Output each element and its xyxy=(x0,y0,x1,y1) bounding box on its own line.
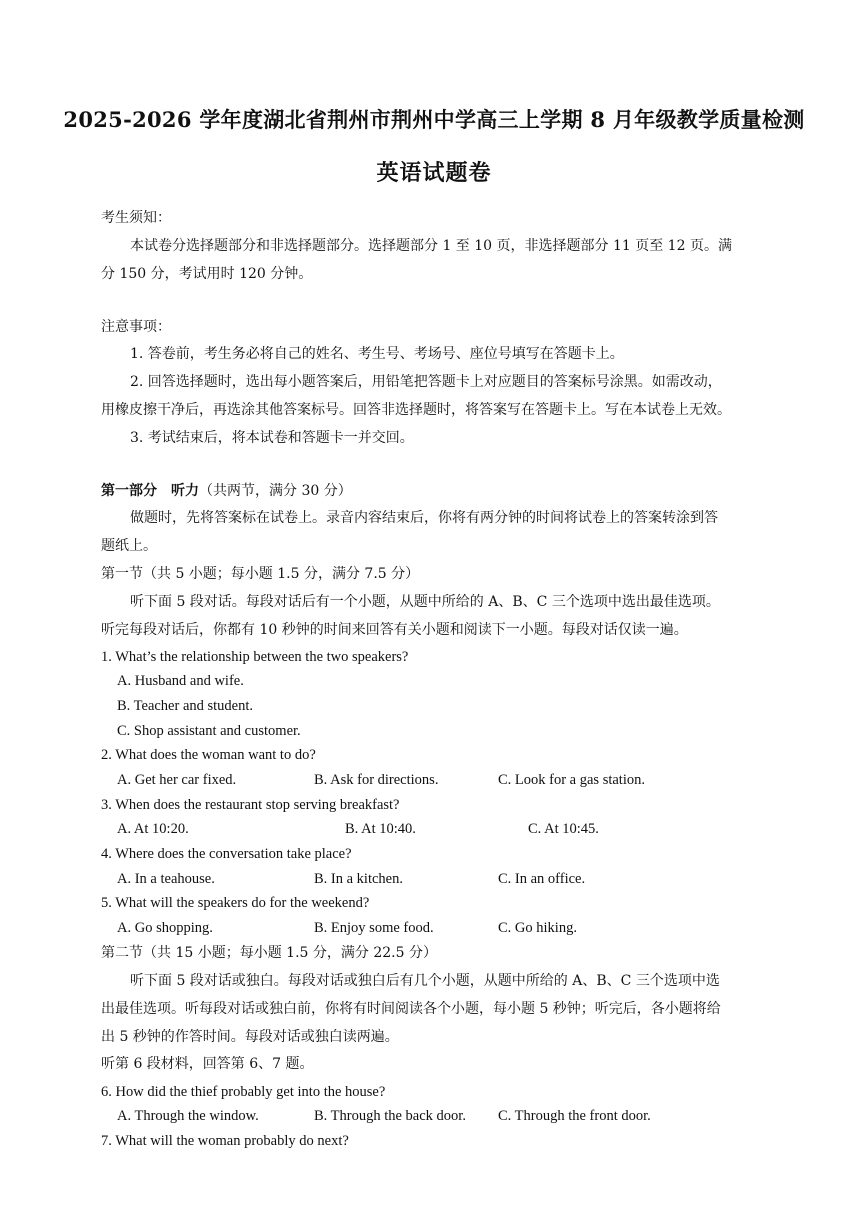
q2-option-a: A. Get her car fixed. xyxy=(117,772,237,788)
section1-heading: 第一节（共 5 小题；每小题 1.5 分，满分 7.5 分） xyxy=(101,566,420,582)
q4-option-a: A. In a teahouse. xyxy=(117,871,215,887)
part1-heading xyxy=(101,482,352,500)
attention-line: 2. 回答选择题时，选出每小题答案后，用铅笔把答题卡上对应题目的答案标号涂黑。如需改动， xyxy=(130,374,722,390)
part1-intro-line: 做题时，先将答案标在试卷上。录音内容结束后，你将有两分钟的时间将试卷上的答案转涂到答 xyxy=(130,510,718,526)
q6-option-a: A. Through the window. xyxy=(117,1108,259,1124)
notice-line: 本试卷分选择题部分和非选择题部分。选择题部分 1 至 10 页，非选择题部分 11 页至 12 页。满 xyxy=(130,238,732,254)
exam-subtitle: 英语试题卷 xyxy=(376,160,492,186)
question-6: 6. How did the thief probably get into the house? xyxy=(101,1084,386,1100)
q4-option-c: C. In an office. xyxy=(498,871,586,887)
section2-intro-line: 听下面 5 段对话或独白。每段对话或独白后有几个小题，从题中所给的 A、B、C 三个选项中选 xyxy=(130,973,720,989)
part1-heading-bold: 第一部分 听力 xyxy=(101,483,199,499)
question-7: 7. What will the woman probably do next? xyxy=(101,1133,349,1149)
part1-heading-rest: （共两节，满分 30 分） xyxy=(199,483,352,499)
attention-heading: 注意事项： xyxy=(101,319,171,335)
notice-heading: 考生须知： xyxy=(101,210,171,226)
q5-option-c: C. Go hiking. xyxy=(498,920,577,936)
q2-option-b: B. Ask for directions. xyxy=(314,772,439,788)
q6-option-c: C. Through the front door. xyxy=(498,1108,651,1124)
section2-heading: 第二节（共 15 小题；每小题 1.5 分，满分 22.5 分） xyxy=(101,945,437,961)
attention-line: 3. 考试结束后，将本试卷和答题卡一并交回。 xyxy=(130,430,414,446)
part1-intro-line: 题纸上。 xyxy=(101,538,157,554)
material-note: 听第 6 段材料，回答第 6、7 题。 xyxy=(101,1056,314,1072)
q3-option-c: C. At 10:45. xyxy=(528,821,599,837)
section1-intro-line: 听下面 5 段对话。每段对话后有一个小题，从题中所给的 A、B、C 三个选项中选出最佳选项。 xyxy=(130,594,720,610)
section1-intro-line: 听完每段对话后，你都有 10 秒钟的时间来回答有关小题和阅读下一小题。每段对话仅读一遍。 xyxy=(101,622,688,638)
q1-option-a: A. Husband and wife. xyxy=(117,673,244,689)
question-1: 1. What’s the relationship between the two speakers? xyxy=(101,649,409,665)
q2-option-c: C. Look for a gas station. xyxy=(498,772,645,788)
section2-intro-line: 出最佳选项。听每段对话或独白前，你将有时间阅读各个小题，每小题 5 秒钟；听完后，各小题将给 xyxy=(101,1001,721,1017)
q5-option-a: A. Go shopping. xyxy=(117,920,213,936)
q1-option-b: B. Teacher and student. xyxy=(117,698,254,714)
q1-option-c: C. Shop assistant and customer. xyxy=(117,723,301,739)
question-4: 4. Where does the conversation take place? xyxy=(101,846,352,862)
exam-title: 2025-2026 学年度湖北省荆州市荆州中学高三上学期 8 月年级教学质量检测 xyxy=(63,107,805,132)
attention-line: 1. 答卷前，考生务必将自己的姓名、考生号、考场号、座位号填写在答题卡上。 xyxy=(130,346,624,362)
q5-option-b: B. Enjoy some food. xyxy=(314,920,434,936)
q3-option-b: B. At 10:40. xyxy=(345,821,416,837)
question-3: 3. When does the restaurant stop serving breakfast? xyxy=(101,797,400,813)
notice-line: 分 150 分，考试用时 120 分钟。 xyxy=(101,266,313,282)
attention-line: 用橡皮擦干净后，再选涂其他答案标号。回答非选择题时，将答案写在答题卡上。写在本试卷上无效。 xyxy=(101,402,731,418)
q3-option-a: A. At 10:20. xyxy=(117,821,189,837)
question-2: 2. What does the woman want to do? xyxy=(101,747,316,763)
q6-option-b: B. Through the back door. xyxy=(314,1108,466,1124)
section2-intro-line: 出 5 秒钟的作答时间。每段对话或独白读两遍。 xyxy=(101,1029,399,1045)
question-5: 5. What will the speakers do for the weekend? xyxy=(101,895,370,911)
q4-option-b: B. In a kitchen. xyxy=(314,871,403,887)
